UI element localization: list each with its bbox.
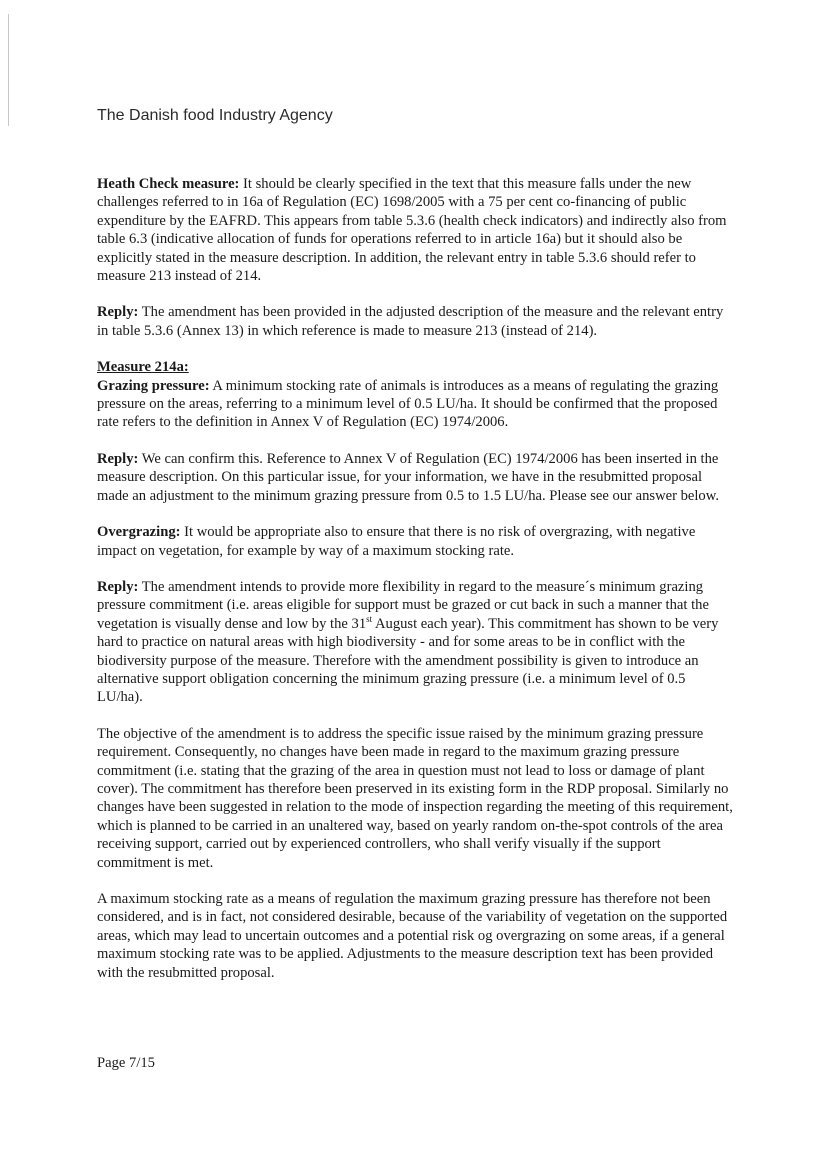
paragraph-reply-3 <box>97 578 733 707</box>
paragraph-objective <box>97 725 733 872</box>
paragraph-lead: Heath Check measure: <box>97 176 240 192</box>
paragraph-text: The amendment has been provided in the adjusted description of the measure and the relevant entry in table 5.3.6 (Annex 13) in which reference is made to measure 213 (instead of 214). <box>97 304 724 339</box>
scan-binding-mark <box>8 14 9 126</box>
ordinal-superscript: st <box>366 613 373 624</box>
section-heading <box>97 358 733 376</box>
page-header-agency: The Danish food Industry Agency <box>97 107 333 124</box>
paragraph-overgrazing <box>97 523 733 560</box>
paragraph-text: The amendment intends to provide more flexibility in regard to the measure´s minimum grazing pressure commitment (i.e. areas eligible for support must be grazed or cut back in such a manner that the vegetation is visually dense and low by the 31 <box>97 578 709 632</box>
paragraph-text: A maximum stocking rate as a means of regulation the maximum grazing pressure has therefore not been considered, and is in fact, not considered desirable, because of the variability of vegetation on the supported areas, which may lead to uncertain outcomes and a potential risk og overgrazing on some areas, if a general maximum stocking rate was to be applied. Adjustments to the measure description text has been provided with the resubmitted proposal. <box>97 891 728 981</box>
paragraph-text: We can confirm this. Reference to Annex V of Regulation (EC) 1974/2006 has been inserted in the measure description. On this particular issue, for your information, we have in the resubmitted proposal made an adjustment to the minimum grazing pressure from 0.5 to 1.5 LU/ha. Please see our answer below. <box>97 450 719 504</box>
paragraph-text: August each year). This commitment has shown to be very hard to practice on natural areas with high biodiversity - and for some areas to be in conflict with the biodiversity purpose of the measure. Therefore with the amendment possibility is given to introduce an alternative support obligation concerning the minimum grazing pressure (i.e. a minimum level of 0.5 LU/ha). <box>97 615 719 706</box>
paragraph-grazing-pressure <box>97 377 733 432</box>
paragraph-lead: Reply: <box>97 304 139 321</box>
paragraph-text: It would be appropriate also to ensure that there is no risk of overgrazing, with negative impact on vegetation, for example by way of a maximum stocking rate. <box>97 524 696 559</box>
paragraph-maximum-stocking <box>97 890 733 982</box>
paragraph-lead: Reply: <box>97 450 139 467</box>
paragraph-lead: Reply: <box>97 578 139 595</box>
section-title-measure-214a: Measure 214a: <box>97 359 189 376</box>
document-body <box>97 175 733 982</box>
page-number: Page 7/15 <box>97 1055 155 1071</box>
paragraph-health-check <box>97 175 733 285</box>
paragraph-lead: Grazing pressure: <box>97 377 210 394</box>
paragraph-reply-1 <box>97 303 733 340</box>
paragraph-text: It should be clearly specified in the text that this measure falls under the new challenges referred to in 16a of Regulation (EC) 1698/2005 with a 75 per cent co-financing of public expenditure by the EAFRD. This appears from table 5.3.6 (health check indicators) and indirectly also from table 6.3 (indicative allocation of funds for operations referred to in article 16a) but it should also be explicitly stated in the measure description. In addition, the relevant entry in table 5.3.6 should refer to measure 213 instead of 214. <box>97 176 727 285</box>
paragraph-text: The objective of the amendment is to address the specific issue raised by the minimum grazing pressure requirement. Consequently, no changes have been made in regard to the maximum grazing pressure commitment (i.e. stating that the grazing of the area in question must not lead to loss or damage of plant cover). The commitment has therefore been preserved in its existing form in the RDP proposal. Similarly no changes have been suggested in relation to the mode of inspection regarding the meeting of this requirement, which is planned to be carried in an unaltered way, based on yearly random on-the-spot controls of the area receiving support, carried out by experienced controllers, who shall verify visually if the support commitment is met. <box>97 725 733 871</box>
paragraph-text: A minimum stocking rate of animals is introduces as a means of regulating the grazing pressure on the areas, referring to a minimum level of 0.5 LU/ha. It should be confirmed that the proposed rate refers to the definition in Annex V of Regulation (EC) 1974/2006. <box>97 377 719 431</box>
paragraph-reply-2 <box>97 450 733 505</box>
paragraph-lead: Overgrazing: <box>97 524 181 541</box>
